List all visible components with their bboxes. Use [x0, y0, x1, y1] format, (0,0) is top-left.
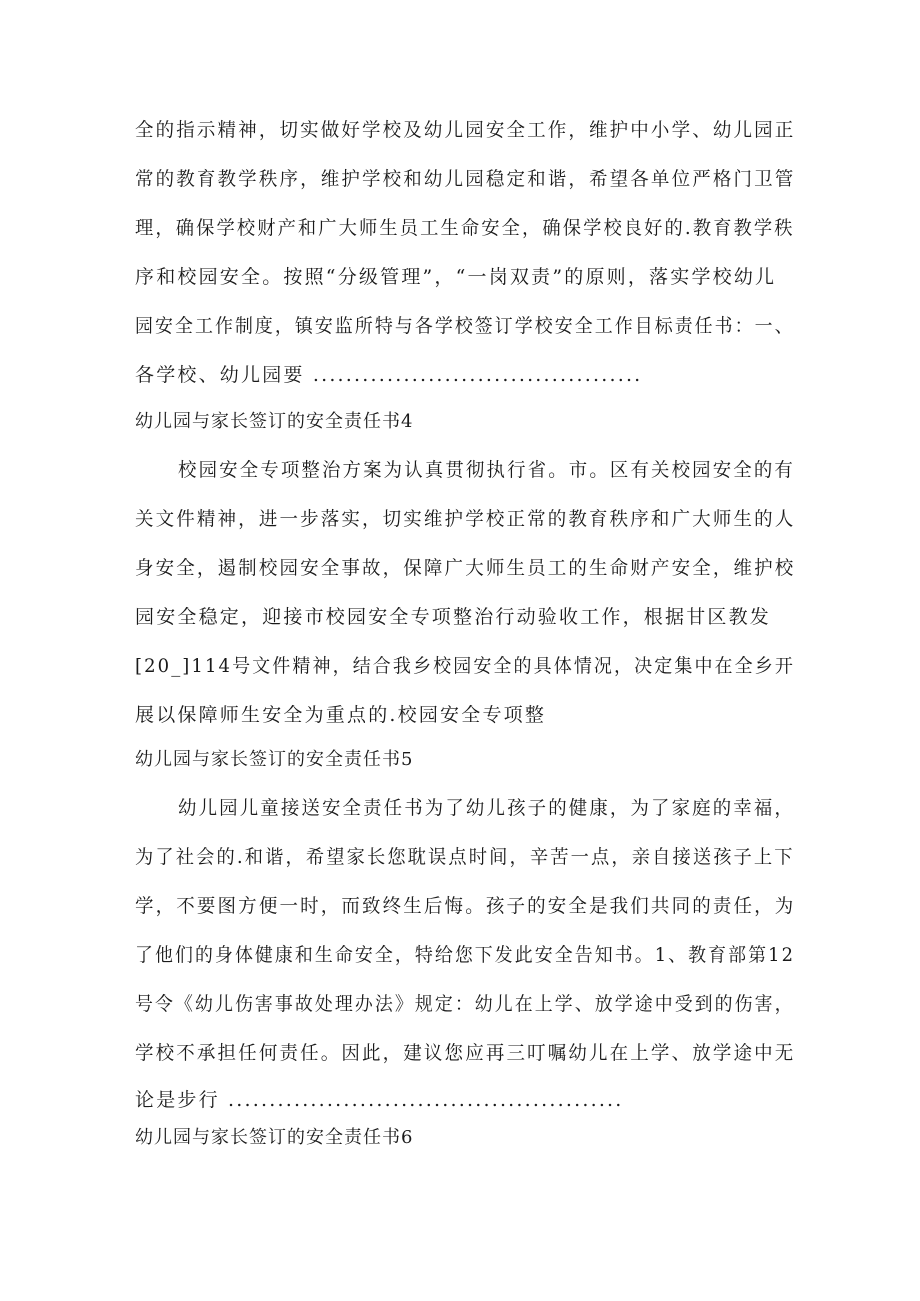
- paragraph-line: 了他们的身体健康和生命安全，特给您下发此安全告知书。1、教育部第12: [135, 944, 796, 966]
- paragraph-line-indented: 幼儿园儿童接送安全责任书为了幼儿孩子的健康，为了家庭的幸福，: [178, 797, 796, 819]
- paragraph-line: 为了社会的.和谐，希望家长您耽误点时间，辛苦一点，亲自接送孩子上下: [135, 846, 795, 868]
- section-heading: 幼儿园与家长签订的安全责任书5: [135, 749, 414, 770]
- paragraph-line: 序和校园安全。按照“分级管理”，“一岗双责”的原则，落实学校幼儿: [135, 266, 777, 288]
- paragraph-line: 身安全，遏制校园安全事故，保障广大师生员工的生命财产安全，维护校: [135, 557, 796, 579]
- paragraph-line-truncated: 各学校、幼儿园要 ........................................: [135, 364, 643, 386]
- paragraph-line: 学，不要图方便一时，而致终生后悔。孩子的安全是我们共同的责任，为: [135, 895, 796, 917]
- paragraph-line-truncated: 论是步行 ................................................: [135, 1089, 624, 1111]
- paragraph-line: 园安全工作制度，镇安监所特与各学校签订学校安全工作目标责任书：一、: [135, 315, 795, 337]
- paragraph-line-truncated: 展以保障师生安全为重点的.校园安全专项整: [135, 704, 547, 726]
- paragraph-line: [20_]114号文件精神，结合我乡校园安全的具体情况，决定集中在全乡开: [135, 655, 795, 677]
- paragraph-line-indented: 校园安全专项整治方案为认真贯彻执行省。市。区有关校园安全的有: [178, 459, 796, 481]
- section-heading: 幼儿园与家长签订的安全责任书6: [135, 1127, 414, 1148]
- paragraph-line: 理，确保学校财产和广大师生员工生命安全，确保学校良好的.教育教学秩: [135, 217, 795, 239]
- paragraph-line: 关文件精神，进一步落实，切实维护学校正常的教育秩序和广大师生的人: [135, 508, 796, 530]
- paragraph-line: 园安全稳定，迎接市校园安全专项整治行动验收工作，根据甘区教发: [135, 606, 772, 628]
- paragraph-line: 号令《幼儿伤害事故处理办法》规定：幼儿在上学、放学途中受到的伤害，: [135, 993, 795, 1015]
- section-heading: 幼儿园与家长签订的安全责任书4: [135, 411, 414, 432]
- paragraph-line: 全的指示精神，切实做好学校及幼儿园安全工作，维护中小学、幼儿园正: [135, 119, 796, 141]
- paragraph-line: 常的教育教学秩序，维护学校和幼儿园稳定和谐，希望各单位严格门卫管: [135, 168, 796, 190]
- paragraph-line: 学校不承担任何责任。因此，建议您应再三叮嘱幼儿在上学、放学途中无: [135, 1042, 796, 1064]
